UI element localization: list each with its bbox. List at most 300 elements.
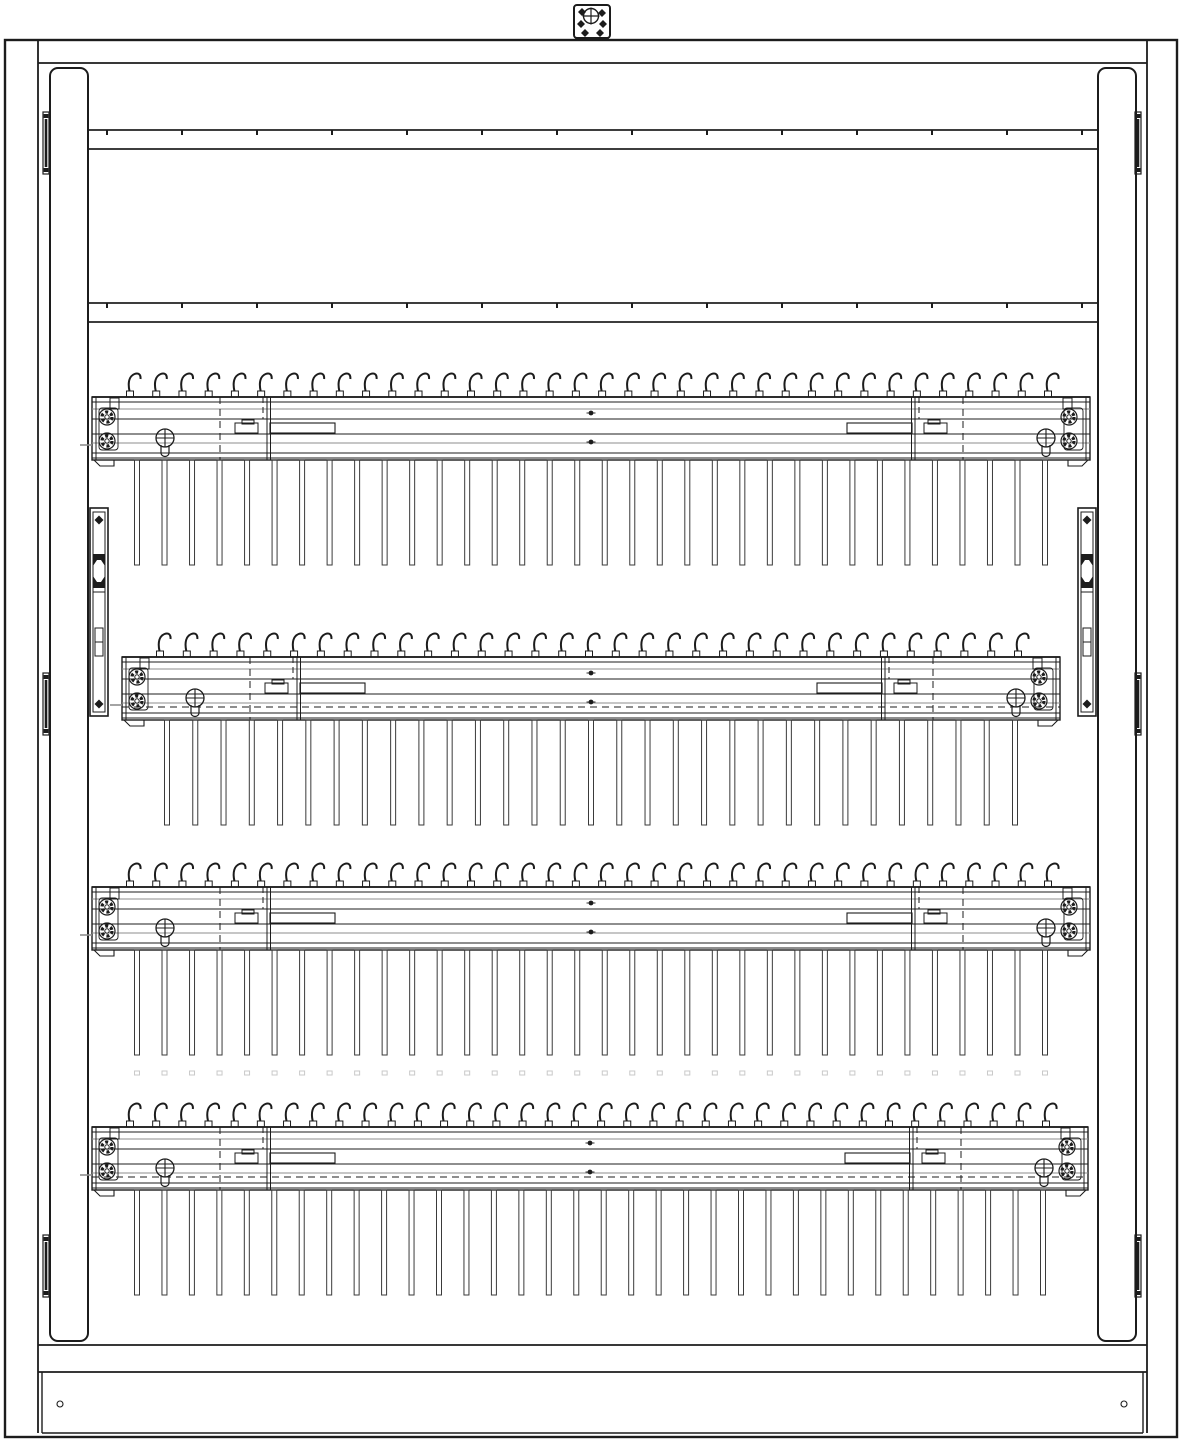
hook-base [666,651,673,657]
ghost-tick [135,1071,140,1075]
hook-base [415,391,422,397]
hook-base [907,651,914,657]
hook-curve [653,864,665,881]
adjust-slot [270,423,335,433]
pin [786,720,791,825]
hook-icon [441,1104,455,1127]
ghost-tick [987,1071,992,1075]
hook-base [310,881,317,887]
end-tab [110,888,119,899]
rail-row-2 [110,634,1060,825]
center-screw-dot [587,700,596,705]
hook-curve [129,1104,141,1121]
hook-icon [179,1104,193,1127]
ghost-tick [520,1071,525,1075]
pin [730,720,735,825]
hook-curve [443,1104,455,1121]
hook-curve [829,634,841,651]
hook-base [258,881,265,887]
center-screw-dot [587,901,596,906]
hook-base [231,881,238,887]
pin [244,1190,249,1295]
rail-foot [94,460,114,466]
hook-base [546,881,553,887]
hook-base [913,881,920,887]
hook-base [258,391,265,397]
hook-base [237,651,244,657]
hook-icon [237,634,251,657]
pin [931,1190,936,1295]
hook-base [571,1121,578,1127]
hook-base [599,881,606,887]
adjust-slot [847,423,912,433]
pin [1015,460,1020,565]
hook-curve [863,374,875,391]
hook-icon [363,864,377,887]
pin [272,460,277,565]
hook-base [336,391,343,397]
hook-base [520,881,527,887]
hook-curve [155,374,167,391]
hook-base [651,881,658,887]
adjust-slot [817,683,882,693]
hook-icon [990,1104,1004,1127]
hook-icon [179,864,193,887]
hook-base [961,651,968,657]
hook-icon [598,1104,612,1127]
hook-icon [730,374,744,397]
bracket-screw-icon [583,8,600,25]
hook-icon [425,634,439,657]
ghost-tick [465,1071,470,1075]
pin [491,1190,496,1295]
hook-base [231,1121,238,1127]
hook-base [990,1121,997,1127]
hook-base [612,651,619,657]
pin [958,1190,963,1295]
hook-icon [344,634,358,657]
pin [382,460,387,565]
pin [409,1190,414,1295]
pin [327,460,332,565]
hook-base [572,881,579,887]
rail-foot [124,720,144,726]
hook-curve [454,634,466,651]
hook-icon [887,374,901,397]
hook-curve [260,374,272,391]
hook-icon [494,864,508,887]
hook-curve [233,1104,245,1121]
pin [520,460,525,565]
hook-base [808,881,815,887]
hook-icon [157,634,171,657]
hook-curve [469,1104,481,1121]
hook-base [545,1121,552,1127]
pin [685,460,690,565]
hook-row [127,864,1059,887]
grommet-screw-icon [129,693,145,709]
pin [793,1190,798,1295]
pin [987,460,992,565]
hook-icon [887,864,901,887]
hook-curve [207,864,219,881]
hook-curve [1047,864,1059,881]
hook-icon [639,634,653,657]
hook-base [808,391,815,397]
pin [465,950,470,1055]
hook-curve [207,1104,219,1121]
hook-base [336,1121,343,1127]
hook-icon [624,1104,638,1127]
grommet-screw-icon [1061,923,1077,939]
hook-curve [339,374,351,391]
pin [740,460,745,565]
hook-curve [916,864,928,881]
hook-curve [1021,864,1033,881]
pin [1015,950,1020,1055]
hook-curve [155,864,167,881]
pin [382,950,387,1055]
hook-icon [571,1104,585,1127]
ghost-tick [272,1071,277,1075]
pin [162,950,167,1055]
hook-curve [159,634,171,651]
pin [766,1190,771,1295]
hook-icon [704,374,718,397]
hook-base [414,1121,421,1127]
hook-base [210,651,217,657]
rail-foot [1066,1190,1086,1196]
hook-base [676,1121,683,1127]
hook-curve [129,374,141,391]
hook-curve [1045,1104,1057,1121]
hook-icon [966,864,980,887]
pin [630,460,635,565]
hook-base [257,1121,264,1127]
hook-base [1015,651,1022,657]
hook-icon [586,634,600,657]
hook-curve [522,374,534,391]
hook-base [835,391,842,397]
hook-curve [1047,374,1059,391]
pin [645,720,650,825]
hook-curve [732,374,744,391]
hook-icon [880,634,894,657]
ghost-tick [602,1071,607,1075]
hook-curve [338,1104,350,1121]
hook-base [336,881,343,887]
pin [1013,1190,1018,1295]
hook-icon [389,864,403,887]
grommet-screw-icon [99,899,115,915]
hook-curve [260,864,272,881]
pin [899,720,904,825]
hook-curve [615,634,627,651]
ghost-tick [245,1071,250,1075]
hook-base [781,1121,788,1127]
hook-icon [651,374,665,397]
pin [362,720,367,825]
pin [410,950,415,1055]
hook-curve [601,864,613,881]
center-screw-dot [587,671,596,676]
hook-base [264,651,271,657]
hook-icon [1018,374,1032,397]
hook-curve [668,634,680,651]
hook-base [599,391,606,397]
strike-screw-bottom-icon [95,700,104,709]
pin [903,1190,908,1295]
hinge-pin [45,119,48,167]
hook-icon [520,864,534,887]
pin [575,460,580,565]
hook-curve [588,634,600,651]
hook-base [363,391,370,397]
pin [767,460,772,565]
end-tab [1063,398,1072,409]
ghost-tick [932,1071,937,1075]
strike-plate-inner [1081,512,1093,712]
pin [135,950,140,1055]
hook-base [1018,391,1025,397]
pin [684,1190,689,1295]
end-tab [1061,1128,1070,1139]
hook-base [179,881,186,887]
hook-base [782,881,789,887]
adjust-slot [845,1153,910,1163]
hook-curve [181,1104,193,1121]
hook-curve [862,1104,874,1121]
hook-base [291,651,298,657]
lock-strike-plate [90,508,108,716]
hook-base [284,1121,291,1127]
hook-curve [212,634,224,651]
hinge-cap-bottom [1136,729,1141,733]
hook-icon [992,864,1006,887]
hook-base [467,391,474,397]
right-door-post [1098,68,1136,1341]
hook-icon [532,634,546,657]
hook-curve [802,634,814,651]
pin [740,950,745,1055]
hook-curve [731,1104,743,1121]
hook-icon [258,864,272,887]
ghost-tick [327,1071,332,1075]
pin [589,720,594,825]
hinge-cap-bottom [44,168,49,172]
pin [821,1190,826,1295]
hook-icon [519,1104,533,1127]
hook-base [179,391,186,397]
hook-curve [994,864,1006,881]
pin [437,460,442,565]
grommet-screw-icon [99,923,115,939]
hook-base [157,651,164,657]
hook-icon [310,374,324,397]
hook-base [505,651,512,657]
hinge-pin [1137,680,1140,728]
rail-body [122,657,1060,720]
hook-base [153,391,160,397]
hook-base [625,881,632,887]
ghost-tick [547,1071,552,1075]
hook-curve [811,374,823,391]
hook-icon [441,374,455,397]
hook-icon [284,1104,298,1127]
hook-base [827,651,834,657]
ghost-tick [657,1071,662,1075]
hook-curve [889,374,901,391]
lock-strike-plate [1078,508,1096,716]
hook-icon [756,374,770,397]
hook-base [344,651,351,657]
hook-curve [758,864,770,881]
pin [602,460,607,565]
pin [1043,460,1048,565]
hook-curve [234,864,246,881]
grommet-screw-icon [129,669,145,685]
pin [300,950,305,1055]
ghost-tick [795,1071,800,1075]
hook-base [559,651,566,657]
pin [492,950,497,1055]
pin [877,950,882,1055]
hook-curve [837,374,849,391]
hook-curve [706,374,718,391]
hook-curve [496,374,508,391]
hook-icon [545,1104,559,1127]
grommet-screw-icon [1059,1163,1075,1179]
pin [306,720,311,825]
hook-curve [888,1104,900,1121]
strike-screw-top-icon [95,516,104,525]
hook-base [205,391,212,397]
hook-curve [155,1104,167,1121]
hook-icon [650,1104,664,1127]
pin [987,950,992,1055]
hook-icon [599,374,613,397]
ghost-tick [190,1071,195,1075]
hinge-cap-bottom [44,1291,49,1295]
hook-curve [1017,634,1029,651]
hook-icon [913,864,927,887]
hook-icon [859,1104,873,1127]
hook-icon [505,634,519,657]
apron-hole [57,1401,63,1407]
pin [520,950,525,1055]
hinge-pin [1137,119,1140,167]
hook-icon [398,634,412,657]
hook-base [746,651,753,657]
latch-keeper-icon [1081,576,1093,588]
hook-curve [260,1104,272,1121]
hook-curve [181,374,193,391]
hook-base [1045,391,1052,397]
hook-curve [784,374,796,391]
hook-icon [336,864,350,887]
hook-curve [695,634,707,651]
hook-icon [494,374,508,397]
hook-icon [127,374,141,397]
hook-base [677,391,684,397]
top-bracket-plate [574,5,610,38]
hook-icon [1015,634,1029,657]
hook-curve [722,634,734,651]
hook-base [586,651,593,657]
hook-base [441,1121,448,1127]
hook-icon [389,374,403,397]
hook-icon [264,634,278,657]
hook-curve [293,634,305,651]
hook-icon [781,1104,795,1127]
hook-curve [522,864,534,881]
hook-base [127,1121,134,1127]
pin [245,460,250,565]
pin [711,1190,716,1295]
grommet-screw-icon [1061,899,1077,915]
pin [905,950,910,1055]
hook-curve [400,634,412,651]
hook-icon [336,1104,350,1127]
pin [547,950,552,1055]
pin [327,1190,332,1295]
hook-base [310,391,317,397]
hook-curve [653,374,665,391]
latch-keeper-icon [93,576,105,588]
pin [165,720,170,825]
ghost-tick [300,1071,305,1075]
pin [447,720,452,825]
hook-base [693,651,700,657]
hook-icon [310,1104,324,1127]
pin [475,720,480,825]
hook-icon [1016,1104,1030,1127]
ghost-tick [740,1071,745,1075]
hook-icon [362,1104,376,1127]
hook-base [730,391,737,397]
hook-base [310,1121,317,1127]
hook-curve [1019,1104,1031,1121]
ghost-tick [1043,1071,1048,1075]
hook-base [598,1121,605,1127]
pin [712,460,717,565]
hook-icon [625,864,639,887]
hook-base [934,651,941,657]
grommet-screw-icon [1059,1139,1075,1155]
diamond-screw-icon [596,29,604,37]
hook-icon [520,374,534,397]
hook-base [127,881,134,887]
hook-curve [346,634,358,651]
hook-icon [861,374,875,397]
hook-icon [1045,374,1059,397]
hook-base [478,651,485,657]
hook-icon [612,634,626,657]
hook-icon [546,864,560,887]
pin [928,720,933,825]
pin [327,950,332,1055]
hook-icon [415,374,429,397]
hook-curve [417,864,429,881]
hook-base [773,651,780,657]
hook-icon [720,634,734,657]
pin [1013,720,1018,825]
hook-icon [414,1104,428,1127]
pin [574,1190,579,1295]
hook-base [730,881,737,887]
hook-base [755,1121,762,1127]
hinge-cap-bottom [44,729,49,733]
